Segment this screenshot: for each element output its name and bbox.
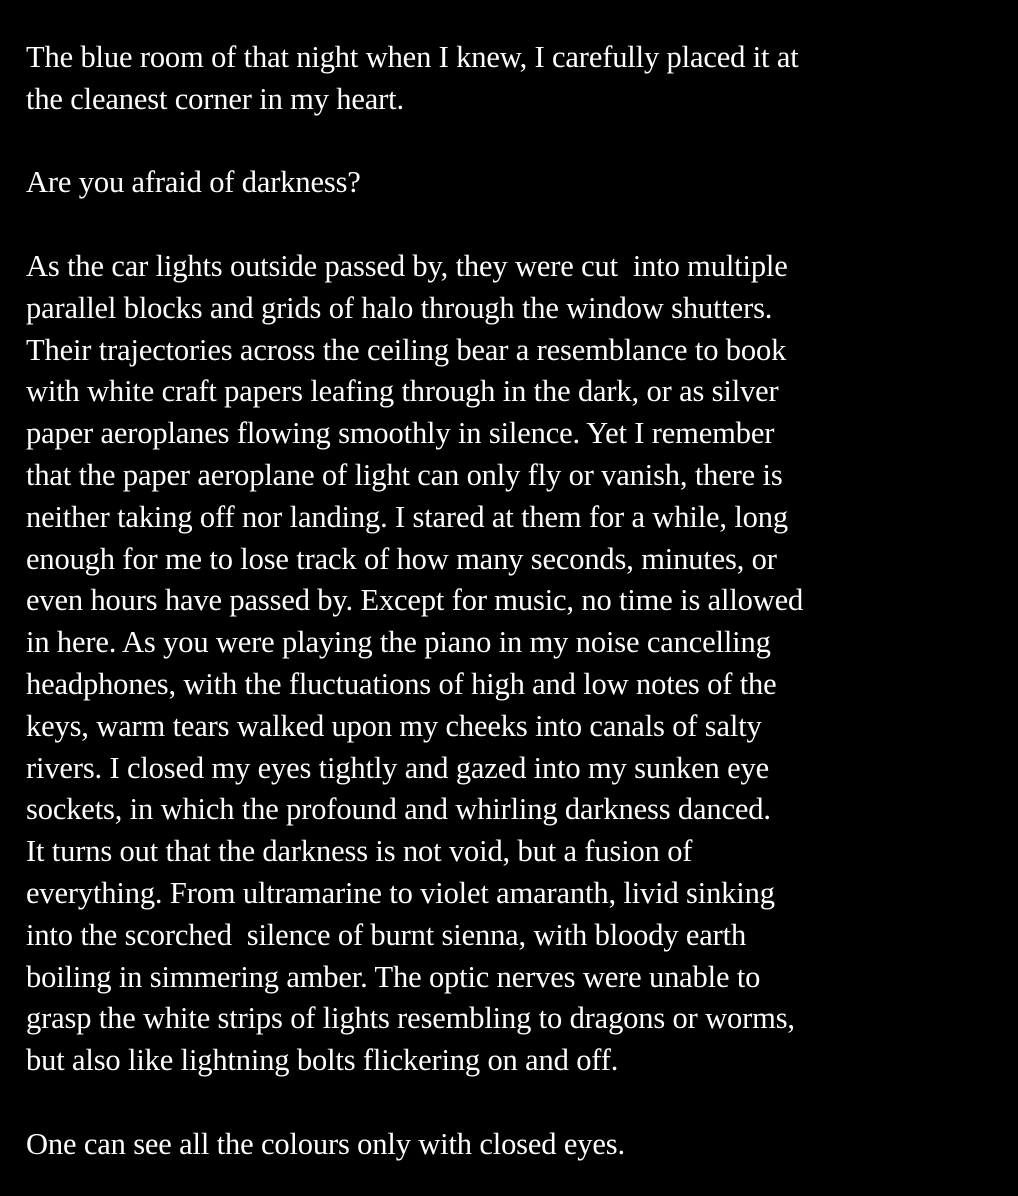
- text-line: into the scorched silence of burnt sienna, with bloody earth: [26, 917, 747, 952]
- text-line: It turns out that the darkness is not void, but a fusion of: [26, 834, 693, 869]
- paragraph-question: [26, 162, 1011, 204]
- paragraph-closing: [26, 1124, 1011, 1166]
- text-line: but also like lightning bolts flickering on and off.: [26, 1043, 619, 1078]
- text-line: Are you afraid of darkness?: [26, 165, 361, 200]
- text-line: even hours have passed by. Except for music, no time is allowed: [26, 583, 804, 618]
- text-line: enough for me to lose track of how many seconds, minutes, or: [26, 541, 777, 576]
- text-line: parallel blocks and grids of halo through the window shutters.: [26, 290, 773, 325]
- paragraph-car-lights: [26, 246, 1011, 1082]
- text-line: everything. From ultramarine to violet amaranth, livid sinking: [26, 875, 775, 910]
- text-line: neither taking off nor landing. I stared at them for a while, long: [26, 499, 788, 534]
- text-line: paper aeroplanes flowing smoothly in silence. Yet I remember: [26, 416, 775, 451]
- text-line: keys, warm tears walked upon my cheeks into canals of salty: [26, 708, 762, 743]
- text-line: rivers. I closed my eyes tightly and gazed into my sunken eye: [26, 750, 769, 785]
- text-line: that the paper aeroplane of light can only fly or vanish, there is: [26, 457, 783, 492]
- text-line: One can see all the colours only with closed eyes.: [26, 1126, 625, 1161]
- text-document: [26, 37, 1011, 1166]
- text-line: boiling in simmering amber. The optic nerves were unable to: [26, 959, 761, 994]
- text-line: sockets, in which the profound and whirling darkness danced.: [26, 792, 771, 827]
- paragraph-blue-room: [26, 37, 1011, 121]
- text-line: in here. As you were playing the piano in my noise cancelling: [26, 625, 771, 660]
- text-line: grasp the white strips of lights resembling to dragons or worms,: [26, 1001, 795, 1036]
- text-line: the cleanest corner in my heart.: [26, 81, 404, 116]
- text-line: headphones, with the fluctuations of high and low notes of the: [26, 666, 777, 701]
- text-line: As the car lights outside passed by, they were cut into multiple: [26, 248, 788, 283]
- text-line: Their trajectories across the ceiling bear a resemblance to book: [26, 332, 787, 367]
- text-line: with white craft papers leafing through in the dark, or as silver: [26, 374, 779, 409]
- text-line: The blue room of that night when I knew, I carefully placed it at: [26, 40, 799, 74]
